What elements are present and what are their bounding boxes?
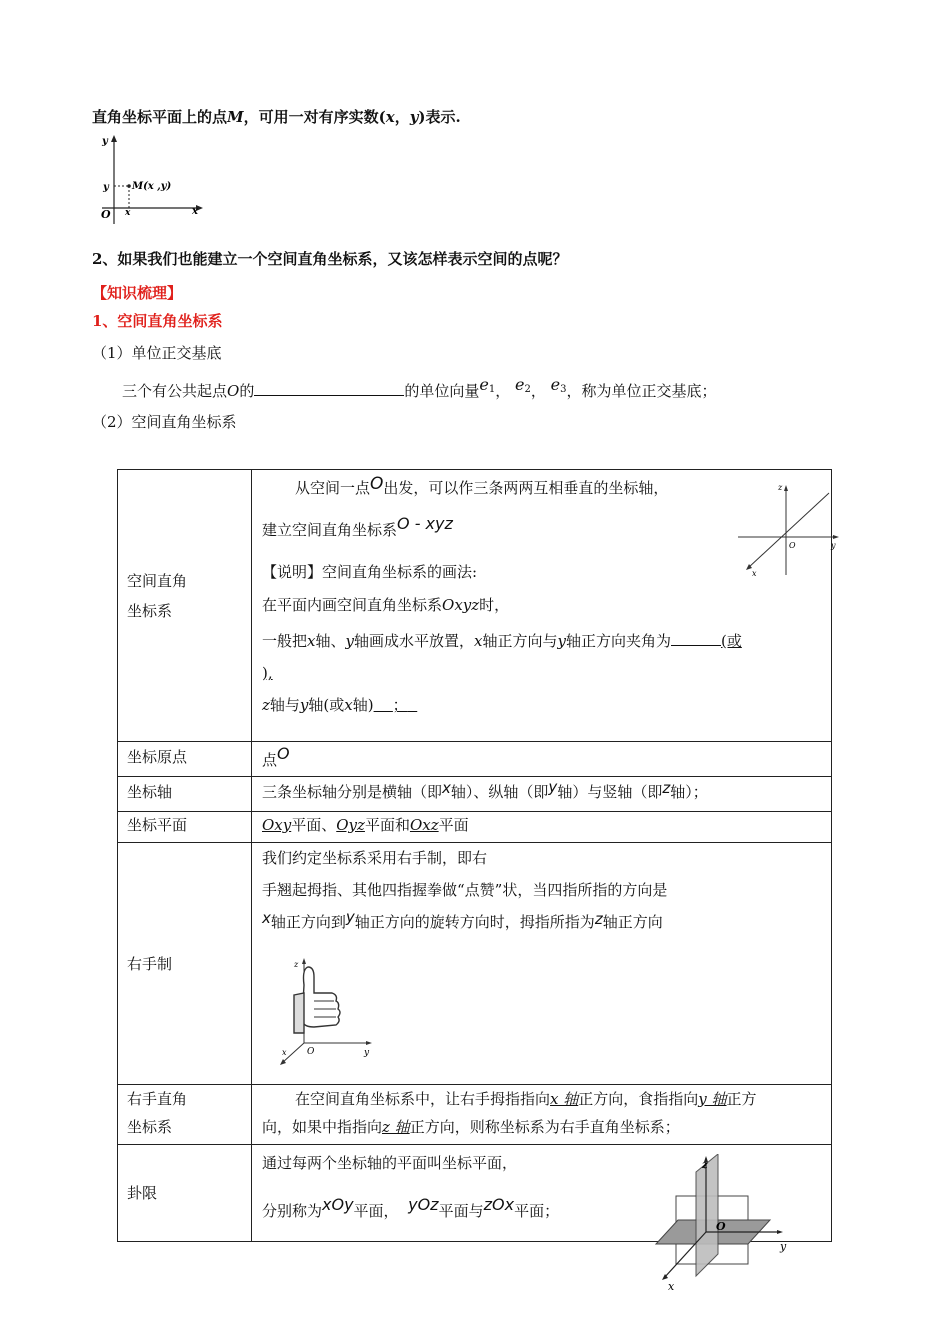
table-row [118, 777, 832, 812]
x-tick-label: x [125, 208, 131, 218]
svg-text:z: z [294, 960, 299, 969]
svg-text:x: x [752, 569, 757, 578]
y-axis-arrow-icon [366, 1041, 372, 1045]
row-label-space-coordinate: 空间直角 坐标系 [118, 470, 252, 742]
svg-text:z: z [778, 483, 783, 492]
table-row [118, 812, 832, 843]
z-angle-blank[interactable]: ； [392, 696, 408, 714]
row-content-axes: 三条坐标轴分别是横轴（即x轴）、纵轴（即y轴）与竖轴（即z轴）； [252, 777, 832, 812]
point-m-dot [127, 184, 131, 188]
svg-text:x: x [282, 1048, 287, 1057]
right-hand-figure [274, 955, 384, 1070]
row-label-planes: 坐标平面 [118, 812, 252, 843]
table-row [118, 1085, 832, 1145]
row-content-right-hand: 我们约定坐标系采用右手制，即右 手翘起拇指、其他四指握拳做“点赞”状，当四指所指的方向是 x轴正方向到y轴正方向的旋转方向时，拇指所指为z轴正方向 z O y x [252, 843, 832, 1085]
section-1-title: 1、空间直角坐标系 [92, 312, 223, 330]
question-2: 2、如果我们也能建立一个空间直角坐标系，又该怎样表示空间的点呢？ [92, 250, 568, 268]
x-axis-line [748, 493, 829, 568]
row-label-octant: 卦限 [118, 1145, 252, 1242]
svg-text:y: y [831, 541, 836, 550]
z-axis-arrow-icon [302, 958, 306, 964]
table-row [118, 843, 832, 1085]
fill-blank[interactable] [254, 381, 404, 396]
row-content-space-coordinate: 从空间一点O出发，可以作三条两两互相垂直的坐标轴， 建立空间直角坐标系O - xyz 【说明】空间直角坐标系的画法: 在平面内画空间直角坐标系Oxyz时， 一般把x轴、y轴画成水平放置，x轴正方向与y轴正方向夹角为 (或 ), z轴与y轴(或x轴) ； z O y x [252, 470, 832, 742]
space-axes-figure [736, 480, 846, 580]
table-row [118, 742, 832, 777]
y-axis-label: y [102, 136, 108, 147]
x-axis-label: x [192, 206, 198, 217]
octant-planes-figure [648, 1154, 798, 1294]
row-content-octant: 通过每两个坐标轴的平面叫坐标平面， 分别称为xOy平面， yOz平面与zOx平面； [252, 1145, 832, 1242]
svg-text:z: z [702, 1160, 708, 1171]
svg-text:O: O [307, 1047, 315, 1057]
y-tick-label: y [103, 182, 109, 193]
svg-text:O: O [716, 1220, 726, 1233]
svg-text:O: O [789, 541, 796, 550]
sub-1-text: 三个有公共起点O的 的单位向量$e^1$， $e^2$， $e^3$，称为单位正交基底； [122, 375, 717, 400]
sub-1-title: （1）单位正交基底 [92, 344, 222, 362]
row-label-right-hand-system: 右手直角 坐标系 [118, 1085, 252, 1145]
thumbs-up-icon [294, 967, 340, 1033]
point-m-label: M(x ,y) [132, 181, 172, 192]
sub-2-title: （2）空间直角坐标系 [92, 413, 237, 431]
row-content-right-hand-system: 在空间直角坐标系中，让右手拇指指向x 轴正方向，食指指向y 轴正方 向，如果中指指向z 轴正方向，则称坐标系为右手直角坐标系； [252, 1085, 832, 1145]
y-axis-arrow-icon [111, 135, 117, 142]
svg-text:y: y [780, 1240, 787, 1253]
intro-line: 直角坐标平面上的点M，可用一对有序实数(x，y)表示. [92, 108, 461, 126]
angle-blank[interactable] [671, 631, 721, 646]
plane-coordinate-figure [88, 130, 208, 230]
knowledge-title: 【知识梳理】 [92, 284, 183, 302]
y-axis-arrow-icon [833, 535, 839, 539]
row-label-right-hand: 右手制 [118, 843, 252, 1085]
zox-plane [696, 1154, 718, 1276]
origin-label: O [101, 208, 111, 221]
svg-text:x: x [668, 1280, 675, 1293]
y-axis-arrow-icon [777, 1230, 783, 1234]
row-content-planes: Oxy平面、Oyz平面和Oxz平面 [252, 812, 832, 843]
row-label-axes: 坐标轴 [118, 777, 252, 812]
row-content-origin: 点O [252, 742, 832, 777]
coordinate-system-table [117, 469, 836, 1242]
svg-text:y: y [364, 1048, 370, 1058]
z-axis-arrow-icon [784, 485, 788, 491]
table-row [118, 470, 832, 742]
row-label-origin: 坐标原点 [118, 742, 252, 777]
